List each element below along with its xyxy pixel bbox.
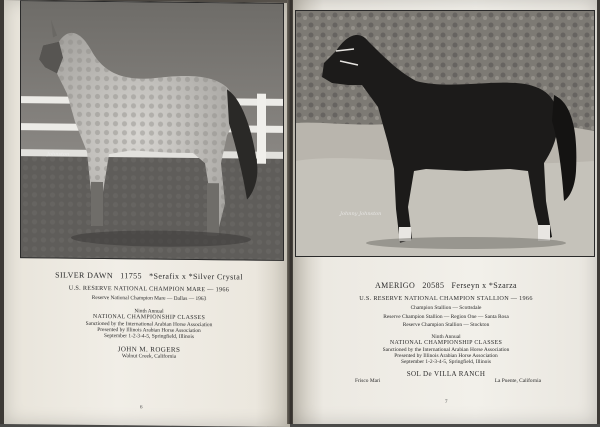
sanction-line: Sanctioned by the International Arabian Horse Association [382,347,510,354]
grey-mare-image [21,1,283,260]
event-name: NATIONAL CHAMPIONSHIP CLASSES [389,340,503,347]
left-page [4,0,290,427]
dark-stallion-photo [295,10,595,257]
right-page [293,0,597,424]
photographer-signature: Johnny Johnston [340,211,382,217]
dark-stallion-image [296,11,594,256]
championship-title: U.S. RESERVE NATIONAL CHAMPION MARE — 1966 [68,284,230,294]
award-line-2: Reserve Champion Stallion — Region One — Santa Rosa [383,313,509,320]
event-edition: Ninth Annual [134,307,164,315]
award-line: Reserve National Champion Mare — Dallas — 1963 [91,295,207,303]
pedigree: Ferseyn x *Szarza [451,281,517,290]
grey-mare-photo [20,0,284,261]
presenter-line: Presented by Illinois Arabian Horse Association [97,326,201,334]
contact-name: Frisco Mari [355,377,381,384]
owner-location: Walnut Creek, California [121,353,177,361]
championship-title: U.S. RESERVE NATIONAL CHAMPION STALLION — 1966 [359,295,533,303]
sanction-line: Sanctioned by the International Arabian Horse Association [85,320,213,328]
owner-contacts [297,378,595,388]
owner-name: SOL De VILLA RANCH [406,369,486,378]
event-dates: September 1-2-3-4-5, Springfield, Illinois [401,359,491,366]
award-line-1: Champion Stallion — Scottsdale [410,305,482,312]
horse-name-line [297,281,595,290]
pedigree: *Serafix x *Silver Crystal [149,271,243,282]
page-number: 7 [445,400,448,405]
event-edition: Ninth Annual [431,333,461,340]
owner-name: JOHN M. ROGERS [117,345,181,355]
event-dates: September 1-2-3-4-5, Springfield, Illinois [104,333,194,341]
registration-number: 20585 [422,281,445,290]
presenter-line: Presented by Illinois Arabian Horse Association [394,353,498,360]
right-caption [297,281,595,388]
horse-name-line [14,270,284,282]
award-line-3: Reserve Champion Stallion — Stockton [402,321,490,328]
contact-location: La Puente, California [494,377,541,384]
photographer-signature: Johnston [47,151,70,158]
page-number: 6 [140,405,143,411]
horse-name: AMERIGO [375,281,416,290]
horse-name: SILVER DAWN [55,270,114,281]
registration-number: 11755 [120,271,142,281]
event-name: NATIONAL CHAMPIONSHIP CLASSES [92,313,206,321]
left-caption [14,270,284,361]
